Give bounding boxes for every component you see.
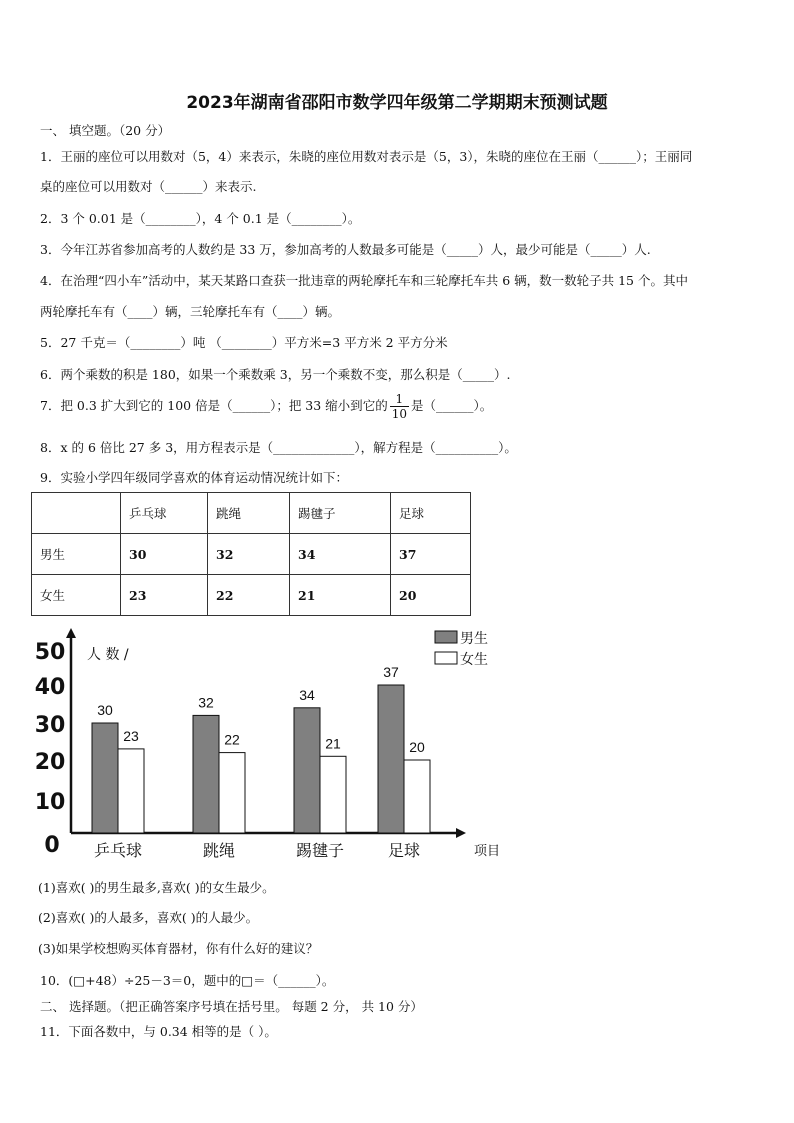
y-tick-label: 10 (34, 790, 66, 815)
question-1-line-2: 桌的座位可以用数对（______）来表示. (40, 179, 257, 194)
question-6: 6．两个乘数的积是 180，如果一个乘数乘 3，另一个乘数不变，那么积是（_____）. (40, 367, 511, 382)
bar-boys (92, 723, 118, 833)
y-tick-label: 20 (34, 750, 66, 775)
y-tick-label: 50 (34, 640, 66, 665)
table-cell: 21 (290, 575, 391, 616)
question-5: 5．27 千克＝（________）吨 （________）平方米=3 平方米 2 平方分米 (40, 335, 448, 350)
fraction-numerator: 1 (390, 392, 409, 407)
table-cell: 20 (391, 575, 471, 616)
bar-chart (30, 628, 500, 864)
x-axis-arrow (456, 828, 466, 838)
x-tick-label: 足球 (387, 841, 421, 860)
data-label: 23 (123, 727, 139, 744)
legend-label: 男生 (460, 631, 488, 647)
question-7 (40, 392, 492, 421)
table-cell: 22 (208, 575, 290, 616)
question-11: 11．下面各数中，与 0.34 相等的是（ ）。 (40, 1024, 277, 1039)
y-axis-label: 人 数 / (87, 647, 129, 663)
question-9: 9．实验小学四年级同学喜欢的体育运动情况统计如下： (40, 470, 348, 485)
x-tick-label: 乒乓球 (93, 841, 143, 860)
table-header-cell: 跳绳 (208, 493, 290, 534)
fraction-one-tenth (390, 392, 409, 421)
bar-boys (294, 708, 320, 833)
question-4-line-2: 两轮摩托车有（____）辆，三轮摩托车有（____）辆。 (40, 304, 341, 319)
bar-boys (378, 685, 404, 833)
table-cell: 30 (121, 534, 208, 575)
data-label: 37 (383, 664, 399, 680)
table-header-cell: 足球 (391, 493, 471, 534)
table-cell: 32 (208, 534, 290, 575)
question-9-part-1: (1)喜欢( )的男生最多,喜欢( )的女生最少。 (38, 880, 275, 895)
page-title: 2023年湖南省邵阳市数学四年级第二学期期末预测试题 (186, 93, 608, 113)
section-2-heading: 二、 选择题。（把正确答案序号填在括号里。 每题 2 分， 共 10 分） (40, 999, 423, 1014)
question-8: 8．x 的 6 倍比 27 多 3，用方程表示是（_____________），解方程是（__________）。 (40, 440, 517, 455)
bar-girls (404, 760, 430, 833)
section-1-heading: 一、 填空题。（20 分） (40, 123, 171, 138)
question-9-part-2: (2)喜欢( )的人最多，喜欢( )的人最少。 (38, 910, 259, 925)
table-header-cell: 踢毽子 (290, 493, 391, 534)
x-axis-label: 项目 (474, 844, 500, 859)
question-1-line-1: 1．王丽的座位可以用数对（5，4）来表示，朱晓的座位用数对表示是（5，3），朱晓的座位在王丽（______）；王丽同 (40, 149, 693, 164)
legend-swatch (435, 631, 457, 643)
question-7-after: 是（______）。 (410, 398, 493, 413)
y-tick-label: 0 (44, 833, 60, 858)
question-10: 10．(□+48）÷25－3＝0，题中的□＝（______）。 (40, 973, 335, 988)
table-row (32, 575, 471, 616)
table-cell: 34 (290, 534, 391, 575)
question-2: 2．3 个 0.01 是（________），4 个 0.1 是（________）。 (40, 211, 361, 226)
y-tick-label: 30 (34, 713, 66, 738)
table-row (32, 534, 471, 575)
legend-swatch (435, 652, 457, 664)
table-header-row (32, 493, 471, 534)
data-label: 21 (325, 735, 341, 752)
table-cell: 23 (121, 575, 208, 616)
table-row-label: 男生 (32, 534, 121, 575)
legend-label: 女生 (460, 652, 488, 668)
table-header-cell: 乒乓球 (121, 493, 208, 534)
data-label: 30 (97, 702, 113, 718)
table-cell: 37 (391, 534, 471, 575)
question-7-before: 7．把 0.3 扩大到它的 100 倍是（______）；把 33 缩小到它的 (40, 398, 388, 413)
question-3: 3．今年江苏省参加高考的人数约是 33 万，参加高考的人数最多可能是（_____）人，最少可能是（_____）人. (40, 242, 651, 257)
y-tick-label: 40 (34, 675, 66, 700)
bar-girls (219, 753, 245, 833)
data-label: 32 (198, 694, 214, 711)
bar-girls (320, 756, 346, 833)
data-label: 20 (409, 739, 425, 755)
table-header-cell (32, 493, 121, 534)
bar-boys (193, 715, 219, 833)
y-axis-arrow (66, 628, 76, 638)
data-label: 22 (224, 731, 240, 748)
question-4-line-1: 4．在治理“四小车”活动中，某天某路口查获一批违章的两轮摩托车和三轮摩托车共 6 辆，数一数轮子共 15 个。其中 (40, 273, 688, 288)
sports-table (31, 492, 471, 616)
x-tick-label: 踢毽子 (295, 841, 345, 860)
bar-girls (118, 749, 144, 833)
data-label: 34 (299, 686, 315, 703)
question-9-part-3: (3)如果学校想购买体育器材，你有什么好的建议？ (38, 941, 319, 956)
x-tick-label: 跳绳 (202, 841, 236, 860)
fraction-denominator: 10 (391, 407, 407, 421)
table-row-label: 女生 (32, 575, 121, 616)
